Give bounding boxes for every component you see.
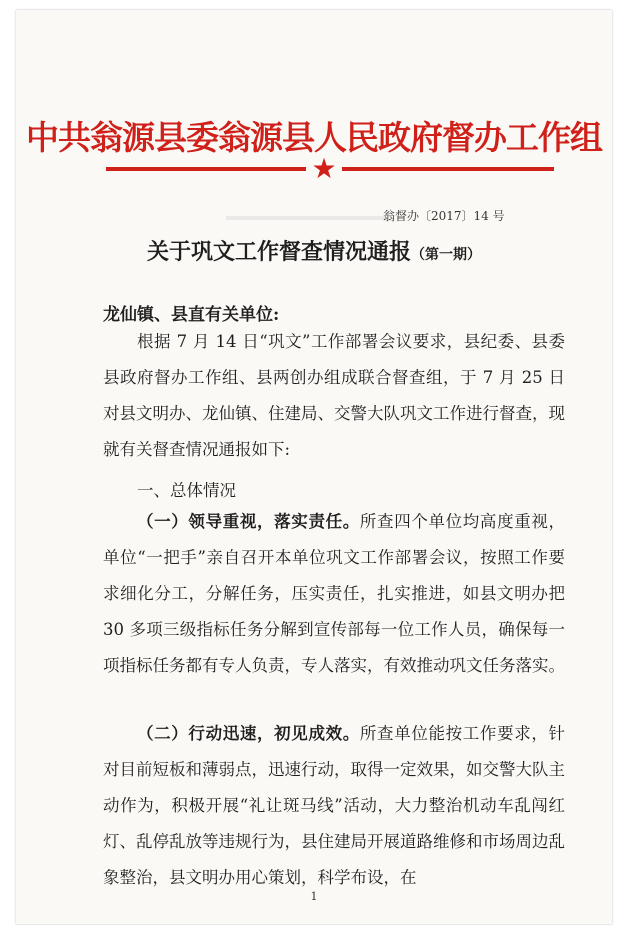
item2-lead: （二）行动迅速，初见成效。	[137, 724, 360, 743]
document-issue: （第一期）	[411, 247, 481, 263]
item1-body: 所查四个单位均高度重视，单位“一把手”亲自召开本单位巩文工作部署会议，按照工作要求细化分工，分解任务，压实责任，扎实推进，如县文明办把 30 多项三级指标任务分解到宣传部每一位工作人员，确保每一项指标任务都有专人负责，专人落实，有效推动巩文任务落实。	[103, 512, 566, 675]
red-rule-left	[106, 167, 306, 171]
faint-scan-mark	[226, 216, 386, 220]
item2-paragraph	[103, 716, 565, 896]
document-title-main: 关于巩文工作督查情况通报	[146, 239, 411, 265]
document-number: 翁督办〔2017〕14 号	[383, 209, 505, 223]
section-heading: 一、总体情况	[137, 481, 236, 500]
issuing-organization: 中共翁源县委翁源县人民政府督办工作组	[26, 118, 602, 157]
page-number: 1	[310, 890, 318, 903]
item1-paragraph	[103, 504, 565, 684]
item1-lead: （一）领导重视，落实责任。	[137, 512, 360, 531]
red-star-icon: ★	[311, 152, 337, 185]
document-title	[16, 235, 612, 266]
intro-paragraph: 根据 7 月 14 日“巩文”工作部署会议要求，县纪委、县委县政府督办工作组、县两创办组成联合督查组，于 7 月 25 日对县文明办、龙仙镇、住建局、交警大队巩文工作进行督查，现就有关督查情况通报如下:	[103, 332, 565, 459]
item2-body: 所查单位能按工作要求，针对目前短板和薄弱点，迅速行动，取得一定效果，如交警大队主动作为，积极开展“礼让斑马线”活动，大力整治机动车乱闯红灯、乱停乱放等违规行为，县住建局开展道路维修和市场周边乱象整治，县文明办用心策划，科学布设，在	[103, 724, 566, 887]
document-page	[16, 10, 612, 924]
red-rule-right	[342, 167, 554, 171]
salutation: 龙仙镇、县直有关单位:	[103, 305, 280, 325]
